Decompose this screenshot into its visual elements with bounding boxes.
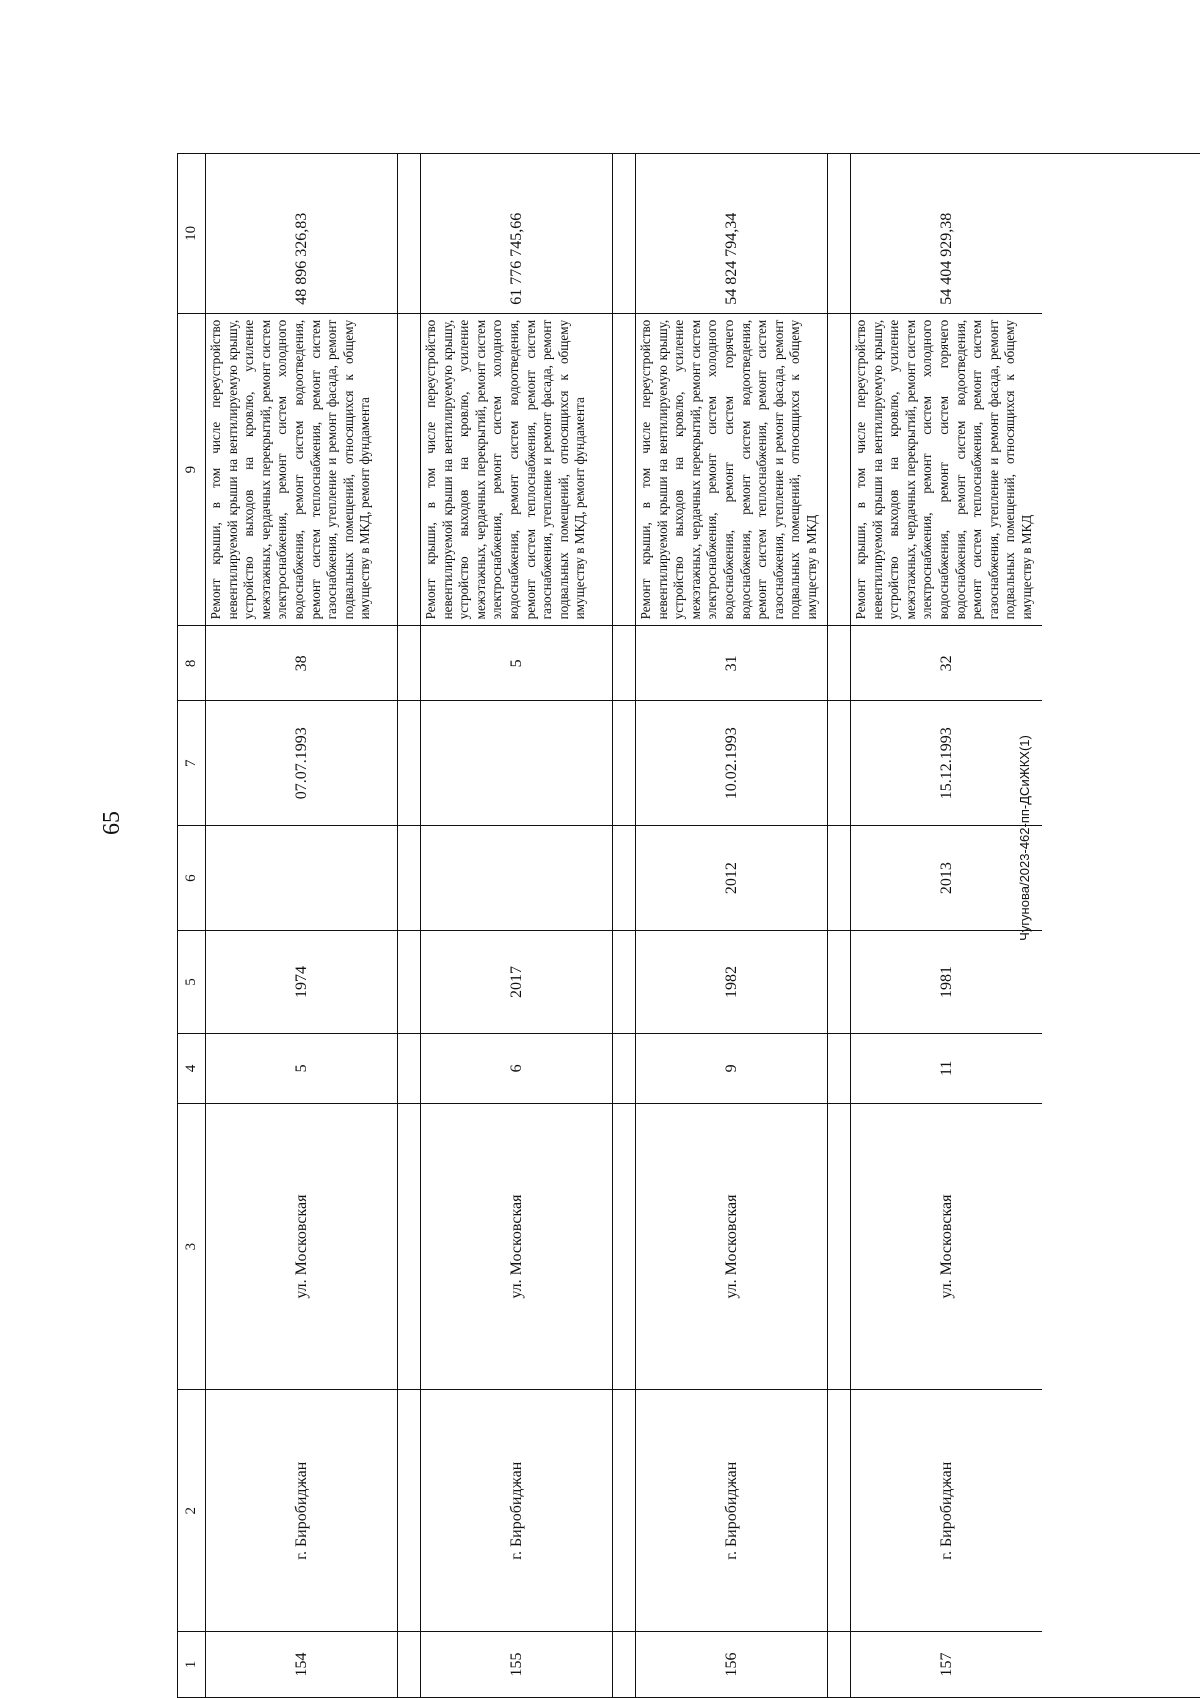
year-repair [206,826,397,931]
house-number: 6 [421,1034,612,1104]
row-number: 154 [292,1652,310,1677]
table-row [205,154,397,1697]
date: 15.12.1993 [851,701,1042,826]
empty-cell [613,931,635,1034]
count: 31 [636,626,827,701]
year-built: 1981 [851,931,1042,1034]
count: 32 [851,626,1042,701]
table-row [850,154,1042,1697]
empty-cell [613,626,635,701]
date [421,701,612,826]
city: г. Биробиджан [421,1390,612,1632]
empty-cell [398,826,420,931]
table-row [635,154,827,1697]
empty-cell [828,931,850,1034]
works-description: Ремонт крыши, в том числе переустройство невентилируемой крыши на вентилируемую крышу, устройство выходов на кровлю, усиление межэтажных, чердачных перекрытий, ремонт систем электроснабжения, ремонт систем холодного водоснабжения, ремонт систем водоотведения, ремонт систем теплоснабжения, ремонт систем газоснабжения, утепление и ремонт фасада, ремонт подвальных помещений, относящихся к общему имуществу в МКД, ремонт фундамента [421,314,612,627]
empty-cell [398,314,420,627]
cost: 54 404 929,38 [851,154,1042,314]
empty-cell [613,154,635,314]
empty-cell [828,1104,850,1391]
empty-cell [398,1390,420,1632]
empty-cell [828,1034,850,1104]
table-header-row [178,154,205,1697]
city: г. Биробиджан [851,1390,1042,1632]
empty-cell [828,626,850,701]
street: ул. Московская [206,1104,397,1391]
empty-cell [828,154,850,314]
empty-cell [828,1632,850,1697]
page-number: 65 [99,811,125,835]
empty-cell [398,154,420,314]
row-separator [612,154,635,1697]
street: ул. Московская [636,1104,827,1391]
empty-cell [613,1104,635,1391]
empty-cell [398,1104,420,1391]
house-number: 5 [206,1034,397,1104]
empty-cell [613,1390,635,1632]
empty-cell [828,701,850,826]
works-description: Ремонт крыши, в том числе переустройство невентилируемой крыши на вентилируемую крышу, устройство выходов на кровлю, усиление межэтажных, чердачных перекрытий, ремонт систем электроснабжения, ремонт систем холодного водоснабжения, ремонт систем водоотведения, ремонт систем теплоснабжения, ремонт систем газоснабжения, утепление и ремонт фасада, ремонт подвальных помещений, относящихся к общему имуществу в МКД, ремонт фундамента [206,314,397,627]
row-number: 157 [937,1652,955,1677]
repair-program-table [177,153,1200,1698]
header-cell-6: 6 [178,826,205,931]
city: г. Биробиджан [636,1390,827,1632]
year-built: 1982 [636,931,827,1034]
header-cell-10: 10 [178,154,205,314]
header-cell-5: 5 [178,931,205,1034]
count: 38 [206,626,397,701]
year-repair: 2012 [636,826,827,931]
row-number: 156 [722,1652,740,1677]
house-number: 11 [851,1034,1042,1104]
empty-cell [828,314,850,627]
house-number: 9 [636,1034,827,1104]
header-cell-9: 9 [178,314,205,627]
header-cell-3: 3 [178,1104,205,1391]
street: ул. Московская [851,1104,1042,1391]
year-built: 2017 [421,931,612,1034]
empty-cell [398,626,420,701]
empty-cell [613,1632,635,1697]
header-cell-1: 1 [183,1660,199,1669]
count: 5 [421,626,612,701]
table-row [420,154,612,1697]
row-separator [397,154,420,1697]
cost: 61 776 745,66 [421,154,612,314]
cost: 54 824 794,34 [636,154,827,314]
header-cell-2: 2 [178,1390,205,1632]
year-repair [421,826,612,931]
empty-cell [613,1034,635,1104]
works-description: Ремонт крыши, в том числе переустройство невентилируемой крыши на вентилируемую крышу, устройство выходов на кровлю, усиление межэтажных, чердачных перекрытий, ремонт систем электроснабжения, ремонт систем холодного водоснабжения, ремонт систем горячего водоснабжения, ремонт систем водоотведения, ремонт систем теплоснабжения, ремонт систем газоснабжения, утепление и ремонт фасада, ремонт подвальных помещений, относящихся к общему имуществу в МКД [851,314,1042,627]
city: г. Биробиджан [206,1390,397,1632]
date: 10.02.1993 [636,701,827,826]
date: 07.07.1993 [206,701,397,826]
empty-cell [828,1390,850,1632]
year-built: 1974 [206,931,397,1034]
year-repair: 2013 [851,826,1042,931]
empty-cell [613,701,635,826]
empty-cell [398,1034,420,1104]
empty-cell [613,314,635,627]
empty-cell [398,1632,420,1697]
empty-cell [828,826,850,931]
empty-cell [398,931,420,1034]
street: ул. Московская [421,1104,612,1391]
row-separator [827,154,850,1697]
empty-cell [398,701,420,826]
empty-cell [613,826,635,931]
header-cell-7: 7 [178,701,205,826]
cost: 48 896 326,83 [206,154,397,314]
document-id-footer: Чугунова/2023-462-пп-ДСиЖКХ(1) [1017,735,1032,941]
works-description: Ремонт крыши, в том числе переустройство невентилируемой крыши на вентилируемую крышу, устройство выходов на кровлю, усиление межэтажных, чердачных перекрытий, ремонт систем электроснабжения, ремонт систем холодного водоснабжения, ремонт систем горячего водоснабжения, ремонт систем водоотведения, ремонт систем теплоснабжения, ремонт систем газоснабжения, утепление и ремонт фасада, ремонт подвальных помещений, относящихся к общему имуществу в МКД [636,314,827,627]
row-number: 155 [507,1652,525,1677]
header-cell-4: 4 [178,1034,205,1104]
header-cell-8: 8 [178,626,205,701]
